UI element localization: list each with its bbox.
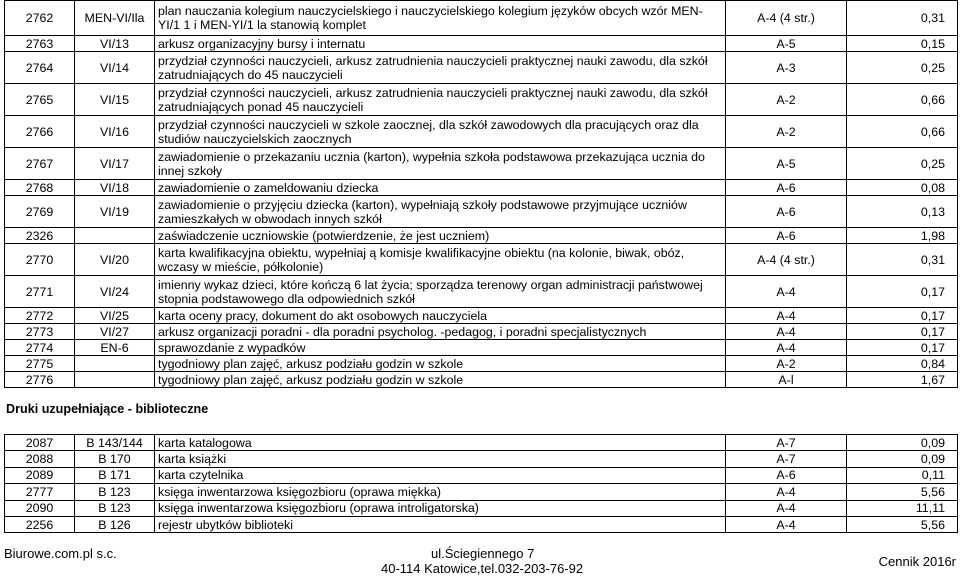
table-row: [5, 36, 958, 52]
cell-description: przydział czynności nauczycieli, arkusz zatrudnienia nauczycieli praktycznej nauki zawodu, dla szkół zatrudniających ponad 45 nauczycieli: [155, 84, 726, 116]
cell-price: 0,13: [847, 196, 958, 228]
table-row: [5, 308, 958, 324]
cell-symbol: B 170: [75, 451, 155, 467]
cell-symbol: [75, 372, 155, 388]
cell-format: A-2: [726, 84, 847, 116]
cell-description: tygodniowy plan zajęć, arkusz podziału godzin w szkole: [155, 356, 726, 372]
cell-price: 0,25: [847, 148, 958, 180]
cell-description: rejestr ubytków biblioteki: [155, 516, 726, 532]
cell-symbol: VI/19: [75, 196, 155, 228]
cell-format: A-2: [726, 356, 847, 372]
cell-description: karta czytelnika: [155, 467, 726, 483]
cell-price: 0,09: [847, 435, 958, 451]
cell-description: arkusz organizacyjny bursy i internatu: [155, 36, 726, 52]
cell-price: 0,66: [847, 84, 958, 116]
footer-company: Biurowe.com.pl s.c.: [4, 546, 117, 561]
cell-format: A-5: [726, 148, 847, 180]
table-row: [5, 196, 958, 228]
cell-symbol: [75, 228, 155, 244]
cell-description: zawiadomienie o zameldowaniu dziecka: [155, 180, 726, 196]
cell-price: 0,17: [847, 308, 958, 324]
price-table-main-body: [5, 1, 958, 388]
cell-description: księga inwentarzowa księgozbioru (oprawa miękka): [155, 484, 726, 500]
cell-number: 2775: [5, 356, 75, 372]
cell-description: karta oceny pracy, dokument do akt osobowych nauczyciela: [155, 308, 726, 324]
cell-price: 0,09: [847, 451, 958, 467]
cell-symbol: EN-6: [75, 340, 155, 356]
table-row: [5, 484, 958, 500]
cell-format: A-5: [726, 36, 847, 52]
table-row: [5, 324, 958, 340]
cell-number: 2769: [5, 196, 75, 228]
cell-number: 2770: [5, 244, 75, 276]
cell-symbol: VI/25: [75, 308, 155, 324]
cell-format: A-2: [726, 116, 847, 148]
cell-symbol: VI/18: [75, 180, 155, 196]
cell-symbol: B 123: [75, 484, 155, 500]
table-row: [5, 356, 958, 372]
table-row: [5, 467, 958, 483]
cell-description: arkusz organizacji poradni - dla poradni psycholog. -pedagog, i poradni specjalistycznych: [155, 324, 726, 340]
table-row: [5, 276, 958, 308]
cell-format: A-6: [726, 467, 847, 483]
cell-price: 0,08: [847, 180, 958, 196]
cell-description: plan nauczania kolegium nauczycielskiego i nauczycielskiego kolegium języków obcych wzór MEN-YI/1 1 i MEN-YI/1 la stanowią komplet: [155, 1, 726, 36]
cell-symbol: VI/24: [75, 276, 155, 308]
cell-number: 2088: [5, 451, 75, 467]
cell-price: 1,98: [847, 228, 958, 244]
cell-format: A-4: [726, 308, 847, 324]
price-table-library-body: [5, 435, 958, 533]
section-title: Druki uzupełniające - biblioteczne: [6, 402, 209, 416]
cell-number: 2766: [5, 116, 75, 148]
cell-description: zawiadomienie o przyjęciu dziecka (karton), wypełniają szkoły podstawowe przyjmujące uczniów zamieszkałych w obwodach innych szkół: [155, 196, 726, 228]
cell-description: karta książki: [155, 451, 726, 467]
cell-number: 2771: [5, 276, 75, 308]
cell-format: A-6: [726, 196, 847, 228]
cell-symbol: VI/20: [75, 244, 155, 276]
cell-format: A-4: [726, 276, 847, 308]
cell-price: 0,15: [847, 36, 958, 52]
cell-symbol: VI/16: [75, 116, 155, 148]
table-row: [5, 228, 958, 244]
cell-description: sprawozdanie z wypadków: [155, 340, 726, 356]
cell-price: 0,31: [847, 1, 958, 36]
cell-format: A-4: [726, 340, 847, 356]
footer-street: ul.Ściegiennego 7: [431, 546, 535, 561]
cell-format: A-7: [726, 451, 847, 467]
cell-number: 2774: [5, 340, 75, 356]
cell-price: 0,31: [847, 244, 958, 276]
cell-format: A-l: [726, 372, 847, 388]
cell-price: 0,11: [847, 467, 958, 483]
cell-symbol: VI/13: [75, 36, 155, 52]
cell-symbol: B 171: [75, 467, 155, 483]
table-row: [5, 435, 958, 451]
cell-symbol: B 143/144: [75, 435, 155, 451]
table-row: [5, 340, 958, 356]
cell-number: 2776: [5, 372, 75, 388]
cell-price: 5,56: [847, 516, 958, 532]
cell-price: 0,25: [847, 52, 958, 84]
cell-format: A-7: [726, 435, 847, 451]
cell-symbol: B 123: [75, 500, 155, 516]
cell-format: A-4 (4 str.): [726, 244, 847, 276]
table-row: [5, 516, 958, 532]
cell-description: zawiadomienie o przekazaniu ucznia (karton), wypełnia szkoła podstawowa przekazująca ucznia do innej szkoły: [155, 148, 726, 180]
cell-description: imienny wykaz dzieci, które kończą 6 lat życia; sporządza terenowy organ administracji państwowej stopnia podstawowego dla odpowiednich szkół: [155, 276, 726, 308]
cell-price: 1,67: [847, 372, 958, 388]
cell-format: A-4: [726, 516, 847, 532]
cell-symbol: B 126: [75, 516, 155, 532]
table-row: [5, 84, 958, 116]
cell-number: 2764: [5, 52, 75, 84]
table-row: [5, 372, 958, 388]
cell-number: 2763: [5, 36, 75, 52]
cell-description: tygodniowy plan zajęć, arkusz podziału godzin w szkole: [155, 372, 726, 388]
table-row: [5, 180, 958, 196]
cell-description: przydział czynności nauczycieli w szkole zaocznej, dla szkół zawodowych dla pracujących oraz dla studiów nauczycielskich zaocznych: [155, 116, 726, 148]
cell-price: 0,84: [847, 356, 958, 372]
cell-description: karta katalogowa: [155, 435, 726, 451]
cell-description: księga inwentarzowa księgozbioru (oprawa introligatorska): [155, 500, 726, 516]
cell-format: A-4: [726, 500, 847, 516]
table-row: [5, 451, 958, 467]
price-table-main: [4, 0, 958, 388]
table-row: [5, 148, 958, 180]
cell-number: 2326: [5, 228, 75, 244]
cell-price: 0,17: [847, 324, 958, 340]
cell-description: przydział czynności nauczycieli, arkusz zatrudnienia nauczycieli praktycznej nauki zawodu, dla szkół zatrudniających do 45 nauczycieli: [155, 52, 726, 84]
cell-number: 2089: [5, 467, 75, 483]
cell-format: A-4 (4 str.): [726, 1, 847, 36]
footer-catalog: Cennik 2016r: [878, 554, 956, 569]
cell-number: 2090: [5, 500, 75, 516]
table-row: [5, 52, 958, 84]
table-row: [5, 500, 958, 516]
cell-symbol: VI/27: [75, 324, 155, 340]
cell-symbol: VI/14: [75, 52, 155, 84]
cell-price: 5,56: [847, 484, 958, 500]
cell-price: 0,66: [847, 116, 958, 148]
table-row: [5, 1, 958, 36]
cell-price: 0,17: [847, 340, 958, 356]
cell-symbol: VI/17: [75, 148, 155, 180]
cell-format: A-3: [726, 52, 847, 84]
cell-number: 2772: [5, 308, 75, 324]
cell-number: 2256: [5, 516, 75, 532]
cell-number: 2777: [5, 484, 75, 500]
cell-format: A-4: [726, 484, 847, 500]
cell-symbol: [75, 356, 155, 372]
cell-format: A-6: [726, 228, 847, 244]
cell-number: 2087: [5, 435, 75, 451]
cell-format: A-4: [726, 324, 847, 340]
price-table-library: [4, 434, 958, 533]
cell-number: 2767: [5, 148, 75, 180]
cell-symbol: VI/15: [75, 84, 155, 116]
table-row: [5, 116, 958, 148]
cell-price: 0,17: [847, 276, 958, 308]
cell-number: 2773: [5, 324, 75, 340]
table-row: [5, 244, 958, 276]
cell-number: 2768: [5, 180, 75, 196]
cell-price: 11,11: [847, 500, 958, 516]
cell-number: 2762: [5, 1, 75, 36]
cell-symbol: MEN-VI/Ila: [75, 1, 155, 36]
cell-number: 2765: [5, 84, 75, 116]
cell-description: karta kwalifikacyjna obiektu, wypełniaj ą komisje kwalifikacyjne obiektu (na kolonie, biwak, obóz, wczasy w mieście, półkolonie): [155, 244, 726, 276]
cell-description: zaświadczenie uczniowskie (potwierdzenie, że jest uczniem): [155, 228, 726, 244]
cell-format: A-6: [726, 180, 847, 196]
footer-city: 40-114 Katowice,tel.032-203-76-92: [381, 561, 584, 576]
